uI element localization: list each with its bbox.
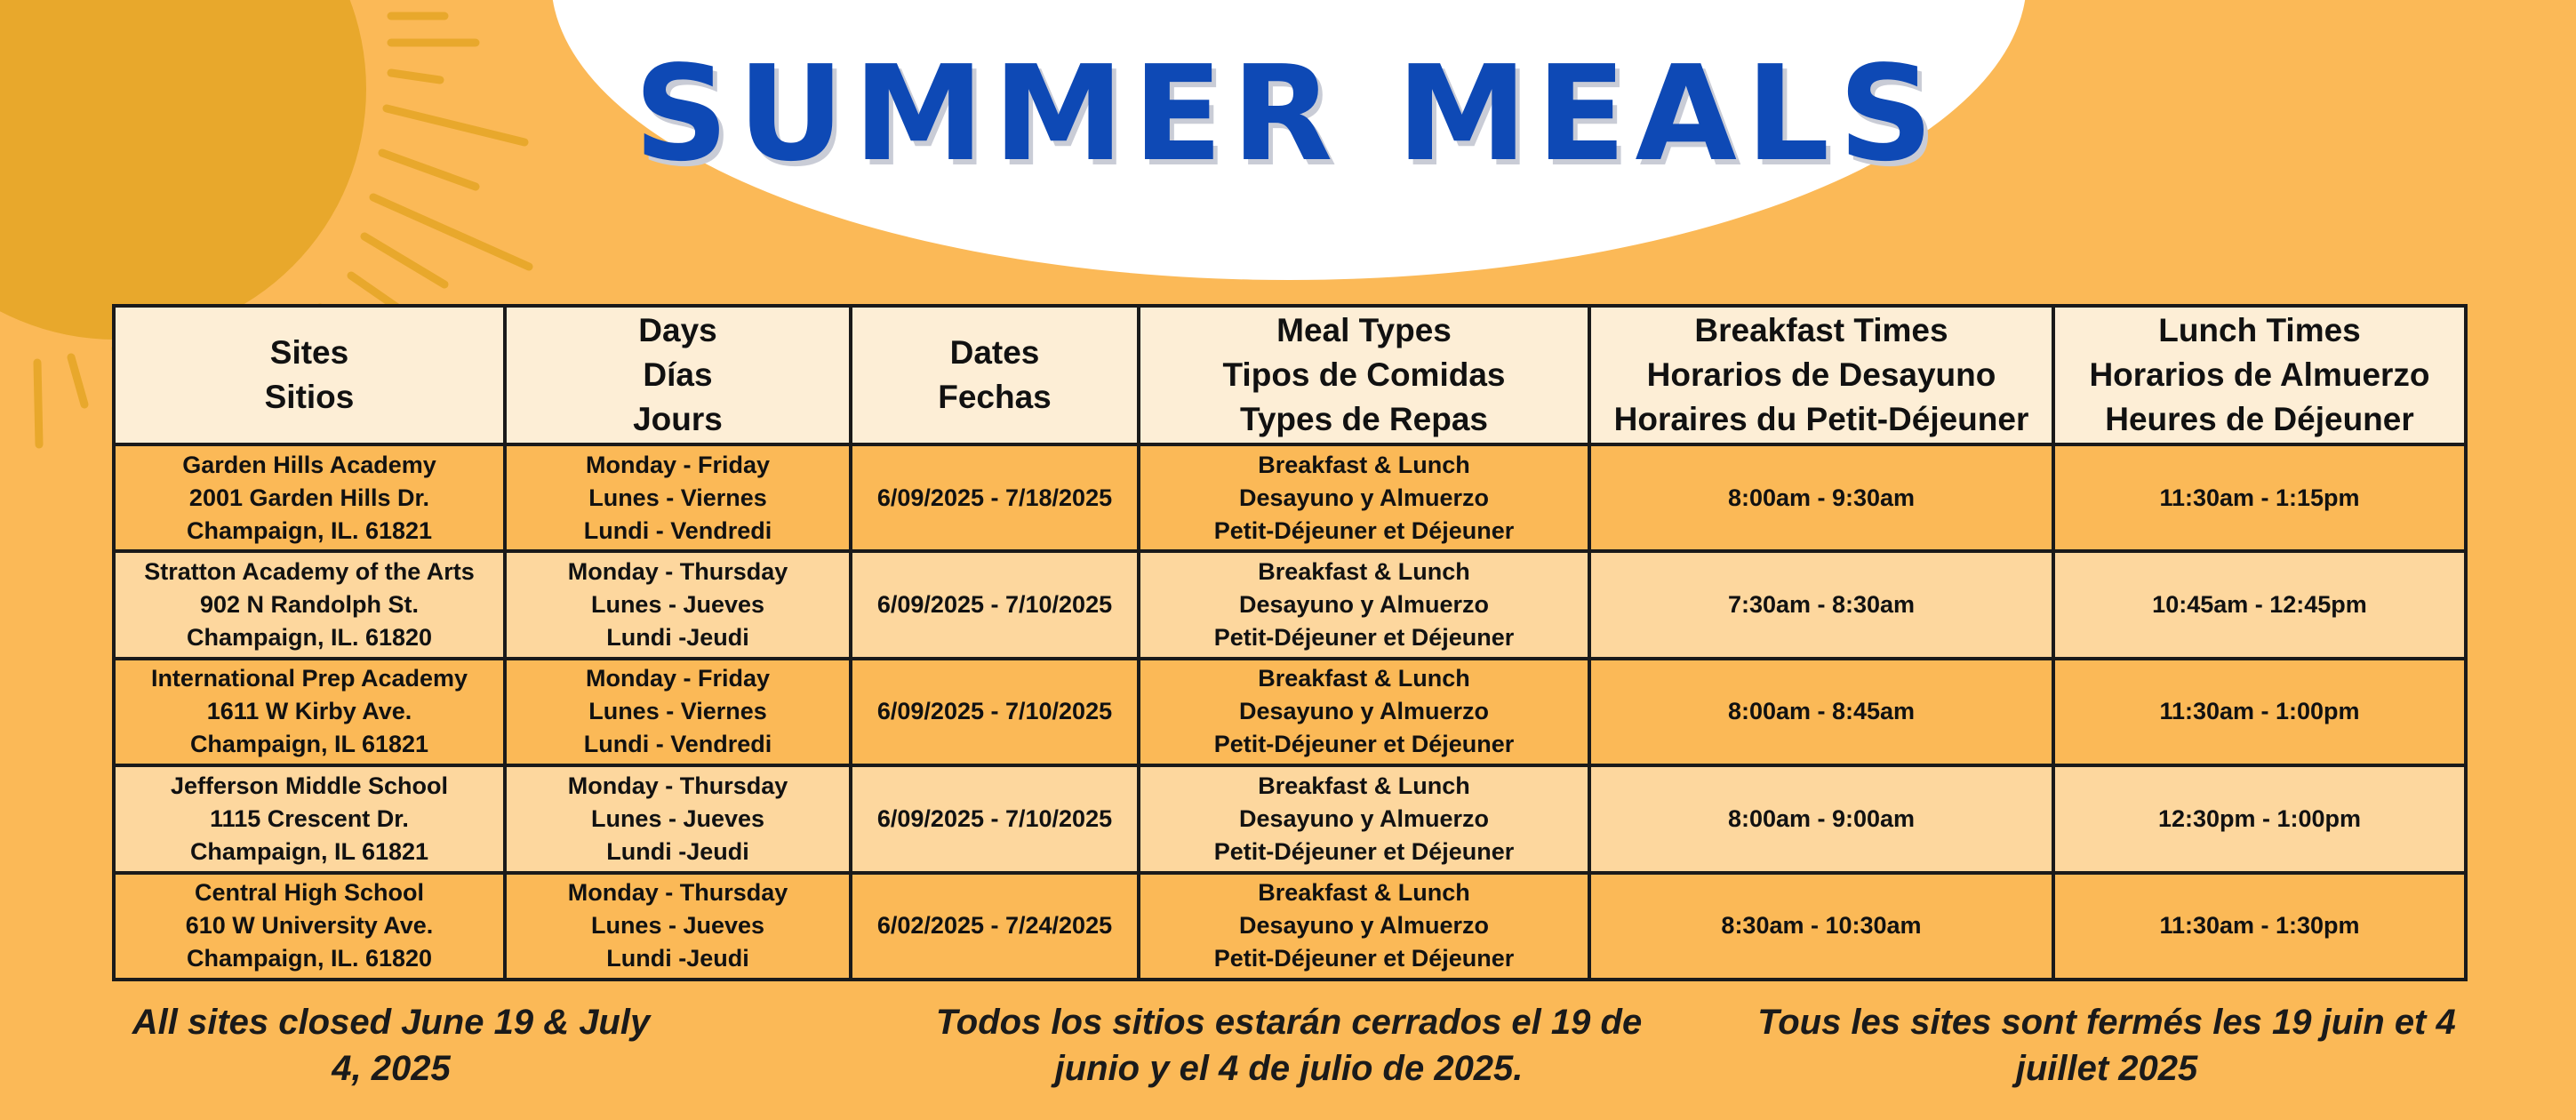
meal-types-cell: Breakfast & Lunch Desayuno y Almuerzo Petit-Déjeuner et Déjeuner [1139, 659, 1589, 765]
site-cell: Stratton Academy of the Arts 902 N Randolph St. Champaign, IL. 61820 [114, 551, 505, 658]
lunch-time-cell: 11:30am - 1:00pm [2053, 659, 2466, 765]
dates-cell: 6/09/2025 - 7/10/2025 [851, 765, 1139, 872]
meal-schedule-table [112, 304, 2468, 981]
lunch-time-cell: 11:30am - 1:30pm [2053, 873, 2466, 980]
dates-cell: 6/02/2025 - 7/24/2025 [851, 873, 1139, 980]
lunch-time-cell: 12:30pm - 1:00pm [2053, 765, 2466, 872]
days-cell: Monday - Thursday Lunes - Jueves Lundi -Jeudi [505, 551, 851, 658]
header-breakfast-times: Breakfast Times Horarios de Desayuno Horaires du Petit-Déjeuner [1589, 306, 2053, 444]
days-cell: Monday - Thursday Lunes - Jueves Lundi -Jeudi [505, 765, 851, 872]
breakfast-time-cell: 8:00am - 9:00am [1589, 765, 2053, 872]
breakfast-time-cell: 7:30am - 8:30am [1589, 551, 2053, 658]
table-row [114, 659, 2466, 765]
header-sites: Sites Sitios [114, 306, 505, 444]
site-cell: Central High School 610 W University Ave. Champaign, IL. 61820 [114, 873, 505, 980]
site-cell: International Prep Academy 1611 W Kirby Ave. Champaign, IL 61821 [114, 659, 505, 765]
dates-cell: 6/09/2025 - 7/10/2025 [851, 551, 1139, 658]
header-meal-types: Meal Types Tipos de Comidas Types de Repas [1139, 306, 1589, 444]
header-days: Days Días Jours [505, 306, 851, 444]
breakfast-time-cell: 8:00am - 8:45am [1589, 659, 2053, 765]
closure-note-spanish: Todos los sitios estarán cerrados el 19 de junio y el 4 de julio de 2025. [935, 1003, 1643, 1088]
meal-types-cell: Breakfast & Lunch Desayuno y Almuerzo Petit-Déjeuner et Déjeuner [1139, 873, 1589, 980]
table-row [114, 551, 2466, 658]
table-row [114, 873, 2466, 980]
breakfast-time-cell: 8:30am - 10:30am [1589, 873, 2053, 980]
site-cell: Garden Hills Academy 2001 Garden Hills Dr. Champaign, IL. 61821 [114, 444, 505, 551]
closure-note-english: All sites closed June 19 & July 4, 2025 [132, 1003, 651, 1088]
header-lunch-times: Lunch Times Horarios de Almuerzo Heures de Déjeuner [2053, 306, 2466, 444]
lunch-time-cell: 10:45am - 12:45pm [2053, 551, 2466, 658]
meal-types-cell: Breakfast & Lunch Desayuno y Almuerzo Petit-Déjeuner et Déjeuner [1139, 765, 1589, 872]
site-cell: Jefferson Middle School 1115 Crescent Dr. Champaign, IL 61821 [114, 765, 505, 872]
meal-types-cell: Breakfast & Lunch Desayuno y Almuerzo Petit-Déjeuner et Déjeuner [1139, 444, 1589, 551]
dates-cell: 6/09/2025 - 7/18/2025 [851, 444, 1139, 551]
table-row [114, 444, 2466, 551]
table-row [114, 765, 2466, 872]
breakfast-time-cell: 8:00am - 9:30am [1589, 444, 2053, 551]
days-cell: Monday - Friday Lunes - Viernes Lundi - Vendredi [505, 659, 851, 765]
table-header-row [114, 306, 2466, 444]
closure-note-french: Tous les sites sont fermés les 19 juin et 4 juillet 2025 [1757, 1003, 2456, 1088]
meal-types-cell: Breakfast & Lunch Desayuno y Almuerzo Petit-Déjeuner et Déjeuner [1139, 551, 1589, 658]
days-cell: Monday - Friday Lunes - Viernes Lundi - Vendredi [505, 444, 851, 551]
days-cell: Monday - Thursday Lunes - Jueves Lundi -Jeudi [505, 873, 851, 980]
page-title: SUMMER MEALS [634, 37, 1942, 190]
dates-cell: 6/09/2025 - 7/10/2025 [851, 659, 1139, 765]
lunch-time-cell: 11:30am - 1:15pm [2053, 444, 2466, 551]
header-dates: Dates Fechas [851, 306, 1139, 444]
